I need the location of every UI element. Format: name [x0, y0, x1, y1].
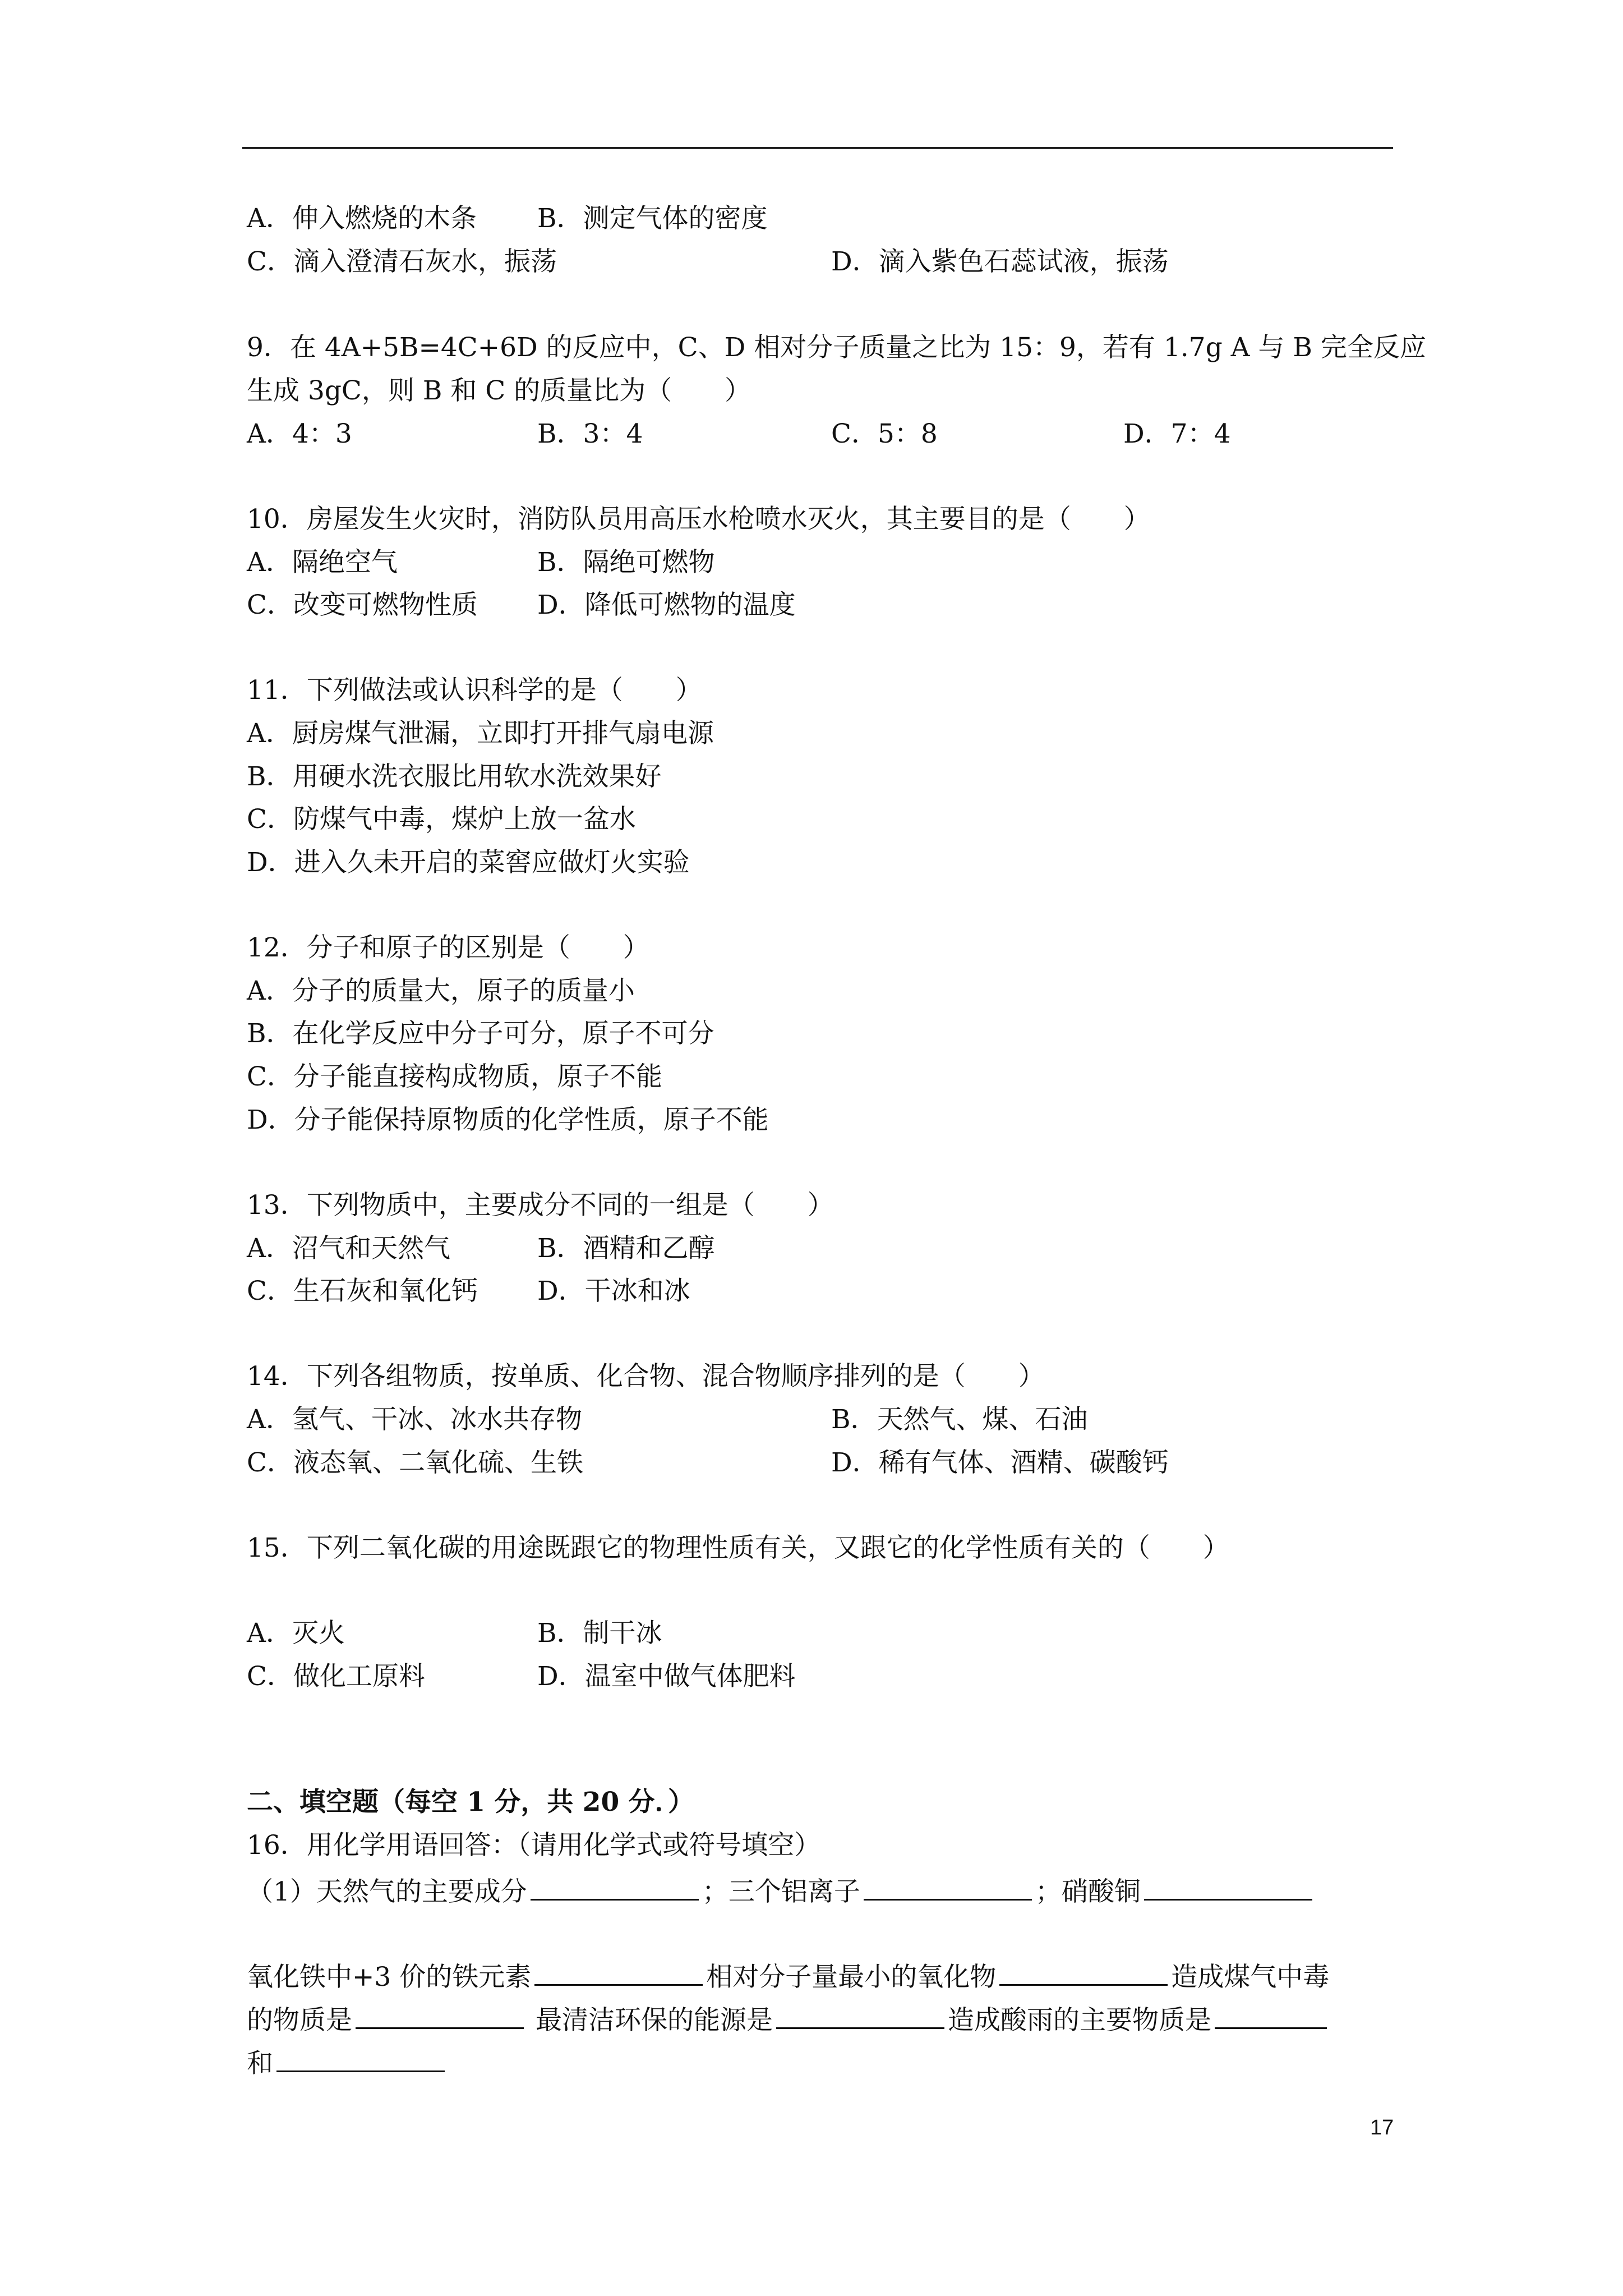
- q16-stem: 16．用化学用语回答：（请用化学式或符号填空）: [247, 1830, 821, 1861]
- q14-stem: 14．下列各组物质，按单质、化合物、混合物顺序排列的是（ ）: [247, 1361, 1045, 1392]
- q13-option-b: B．酒精和乙醇: [537, 1233, 715, 1264]
- q16-part2: ；三个铝离子: [702, 1876, 860, 1907]
- q12-option-c: C．分子能直接构成物质，原子不能: [247, 1061, 662, 1092]
- q16-part1: （1）天然气的主要成分: [247, 1876, 527, 1907]
- q13-option-a: A．沼气和天然气: [247, 1233, 450, 1264]
- q8-option-b: B．测定气体的密度: [537, 203, 768, 234]
- q16-line3: [247, 2000, 1330, 2037]
- q9-option-c: C．5：8: [831, 418, 938, 449]
- q8-option-a: A．伸入燃烧的木条: [247, 203, 477, 234]
- q16-line1: [247, 1872, 1316, 1909]
- q16-part6: 造成煤气中毒: [1171, 1962, 1330, 1993]
- q16-part8: 最清洁环保的能源是: [535, 2005, 773, 2036]
- q9-option-a: A．4：3: [247, 418, 352, 449]
- q13-option-c: C．生石灰和氧化钙: [247, 1276, 478, 1306]
- q10-option-c: C．改变可燃物性质: [247, 590, 478, 620]
- q16-line4: [247, 2044, 448, 2081]
- q16-part3: ；硝酸铜: [1035, 1876, 1141, 1907]
- q16-part5: 相对分子量最小的氧化物: [706, 1962, 997, 1993]
- q13-stem: 13．下列物质中，主要成分不同的一组是（ ）: [247, 1190, 834, 1221]
- q15-option-c: C．做化工原料: [247, 1661, 425, 1692]
- answer-blank[interactable]: [999, 1957, 1168, 1986]
- q14-option-b: B．天然气、煤、石油: [831, 1404, 1088, 1435]
- q11-option-c: C．防煤气中毒，煤炉上放一盆水: [247, 804, 636, 835]
- answer-blank[interactable]: [531, 1872, 699, 1901]
- answer-blank[interactable]: [1144, 1872, 1312, 1901]
- answer-blank[interactable]: [534, 1957, 703, 1986]
- answer-blank[interactable]: [864, 1872, 1032, 1901]
- q12-option-b: B．在化学反应中分子可分，原子不可分: [247, 1018, 714, 1049]
- header-rule: [242, 147, 1393, 149]
- q12-stem: 12．分子和原子的区别是（ ）: [247, 932, 649, 963]
- q8-option-d: D．滴入紫色石蕊试液，振荡: [831, 246, 1169, 277]
- q14-option-c: C．液态氧、二氧化硫、生铁: [247, 1447, 583, 1478]
- q9-stem-line2: 生成 3gC，则 B 和 C 的质量比为（ ）: [247, 375, 751, 406]
- q12-option-a: A．分子的质量大，原子的质量小: [247, 976, 635, 1006]
- q14-option-d: D．稀有气体、酒精、碳酸钙: [831, 1447, 1169, 1478]
- q9-option-b: B．3：4: [537, 418, 643, 449]
- q8-option-c: C．滴入澄清石灰水，振荡: [247, 246, 557, 277]
- q15-option-d: D．温室中做气体肥料: [537, 1661, 796, 1692]
- q16-part7: 的物质是: [247, 2005, 352, 2036]
- q16-part4: 氧化铁中+3 价的铁元素: [247, 1962, 532, 1993]
- q9-stem-line1: 9．在 4A+5B=4C+6D 的反应中，C、D 相对分子质量之比为 15：9，若有 1.7g A 与 B 完全反应: [247, 332, 1426, 363]
- answer-blank[interactable]: [776, 2000, 944, 2029]
- q15-option-a: A．灭火: [247, 1618, 345, 1649]
- q10-option-a: A．隔绝空气: [247, 547, 398, 578]
- page-number: 17: [1370, 2116, 1394, 2139]
- q12-option-d: D．分子能保持原物质的化学性质，原子不能: [247, 1105, 769, 1135]
- q11-option-b: B．用硬水洗衣服比用软水洗效果好: [247, 761, 662, 792]
- q11-stem: 11．下列做法或认识科学的是（ ）: [247, 675, 702, 706]
- q15-option-b: B．制干冰: [537, 1618, 662, 1649]
- section-2-title: 二、填空题（每空 1 分，共 20 分．）: [247, 1787, 695, 1818]
- q14-option-a: A．氢气、干冰、冰水共存物: [247, 1404, 582, 1435]
- q13-option-d: D．干冰和冰: [537, 1276, 690, 1306]
- answer-blank[interactable]: [356, 2000, 524, 2029]
- q16-part9: 造成酸雨的主要物质是: [947, 2005, 1211, 2036]
- q16-line2: [247, 1957, 1329, 1994]
- q16-part10: 和: [247, 2048, 273, 2079]
- q11-option-a: A．厨房煤气泄漏，立即打开排气扇电源: [247, 718, 714, 749]
- q15-stem: 15．下列二氧化碳的用途既跟它的物理性质有关，又跟它的化学性质有关的（ ）: [247, 1533, 1229, 1563]
- q11-option-d: D．进入久未开启的菜窖应做灯火实验: [247, 847, 690, 878]
- q10-option-d: D．降低可燃物的温度: [537, 590, 796, 620]
- q9-option-d: D．7：4: [1123, 418, 1231, 449]
- answer-blank[interactable]: [276, 2044, 445, 2072]
- answer-blank[interactable]: [1215, 2000, 1327, 2029]
- q10-stem: 10．房屋发生火灾时，消防队员用高压水枪喷水灭火，其主要目的是（ ）: [247, 504, 1150, 535]
- q10-option-b: B．隔绝可燃物: [537, 547, 715, 578]
